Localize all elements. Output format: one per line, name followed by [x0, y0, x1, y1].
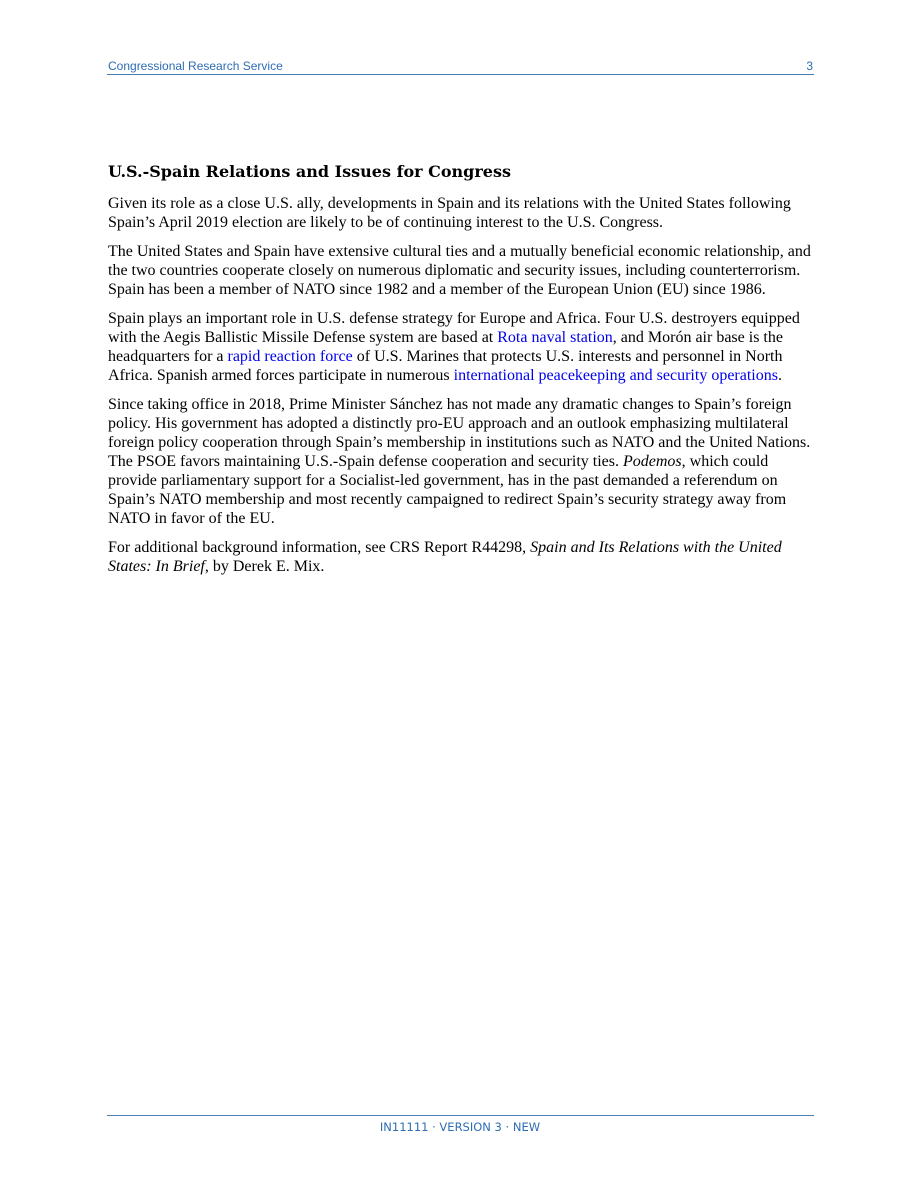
- header-page-number: 3: [806, 59, 813, 73]
- paragraph-3: [108, 309, 813, 385]
- header-publisher: Congressional Research Service: [108, 59, 283, 73]
- paragraph-3-text-3: of U.S. Marines that protects U.S. interests and personnel in North Africa. Spanish armed forces participate in numerous: [108, 348, 783, 384]
- paragraph-1: Given its role as a close U.S. ally, developments in Spain and its relations with the United States following Spain’s April 2019 election are likely to be of continuing interest to the U.S. Congress.: [108, 195, 791, 231]
- main-content: [108, 162, 813, 586]
- paragraph-5-text-2: , by Derek E. Mix.: [204, 558, 325, 575]
- paragraph-3-text-1: Spain plays an important role in U.S. defense strategy for Europe and Africa. Four U.S. destroyers equipped with the Aegis Ballistic Missile Defense system are based at: [108, 310, 800, 346]
- peacekeeping-operations-link[interactable]: international peacekeeping and security operations: [453, 367, 778, 384]
- paragraph-2: The United States and Spain have extensive cultural ties and a mutually beneficial economic relationship, and the two countries cooperate closely on numerous diplomatic and security issues, including counterterrorism. Spain has been a member of NATO since 1982 and a member of the European Union (EU) since 1986.: [108, 243, 811, 298]
- paragraph-4-text-2: , which could provide parliamentary support for a Socialist-led government, has in the past demanded a referendum on Spain’s NATO membership and most recently campaigned to redirect Spain’s security strategy away from NATO in favor of the EU.: [108, 453, 787, 527]
- rota-naval-station-link[interactable]: Rota naval station: [497, 329, 613, 346]
- report-title-emphasis: Spain and Its Relations with the United States: In Brief: [108, 539, 782, 575]
- paragraph-3-text-2: , and Morón air base is the headquarters for a: [108, 329, 783, 365]
- rapid-reaction-force-link[interactable]: rapid reaction force: [227, 348, 353, 365]
- paragraph-4-text-1: Since taking office in 2018, Prime Minister Sánchez has not made any dramatic changes to Spain’s foreign policy. His government has adopted a distinctly pro-EU approach and an outlook emphasizing multilateral foreign policy cooperation through Spain’s membership in institutions such as NATO and the United Nations. The PSOE favors maintaining U.S.-Spain defense cooperation and security ties.: [108, 396, 811, 470]
- page-header: [107, 58, 814, 75]
- page-footer: IN11111 · VERSION 3 · NEW: [379, 1120, 541, 1134]
- paragraph-5-text-1: For additional background information, see CRS Report R44298,: [108, 539, 531, 556]
- paragraph-3-text-4: .: [777, 367, 782, 384]
- section-title: U.S.-Spain Relations and Issues for Congress: [108, 162, 511, 181]
- paragraph-5: [108, 538, 813, 576]
- footer-divider: [107, 1115, 814, 1116]
- podemos-emphasis: Podemos: [623, 453, 682, 470]
- paragraph-4: [108, 395, 813, 528]
